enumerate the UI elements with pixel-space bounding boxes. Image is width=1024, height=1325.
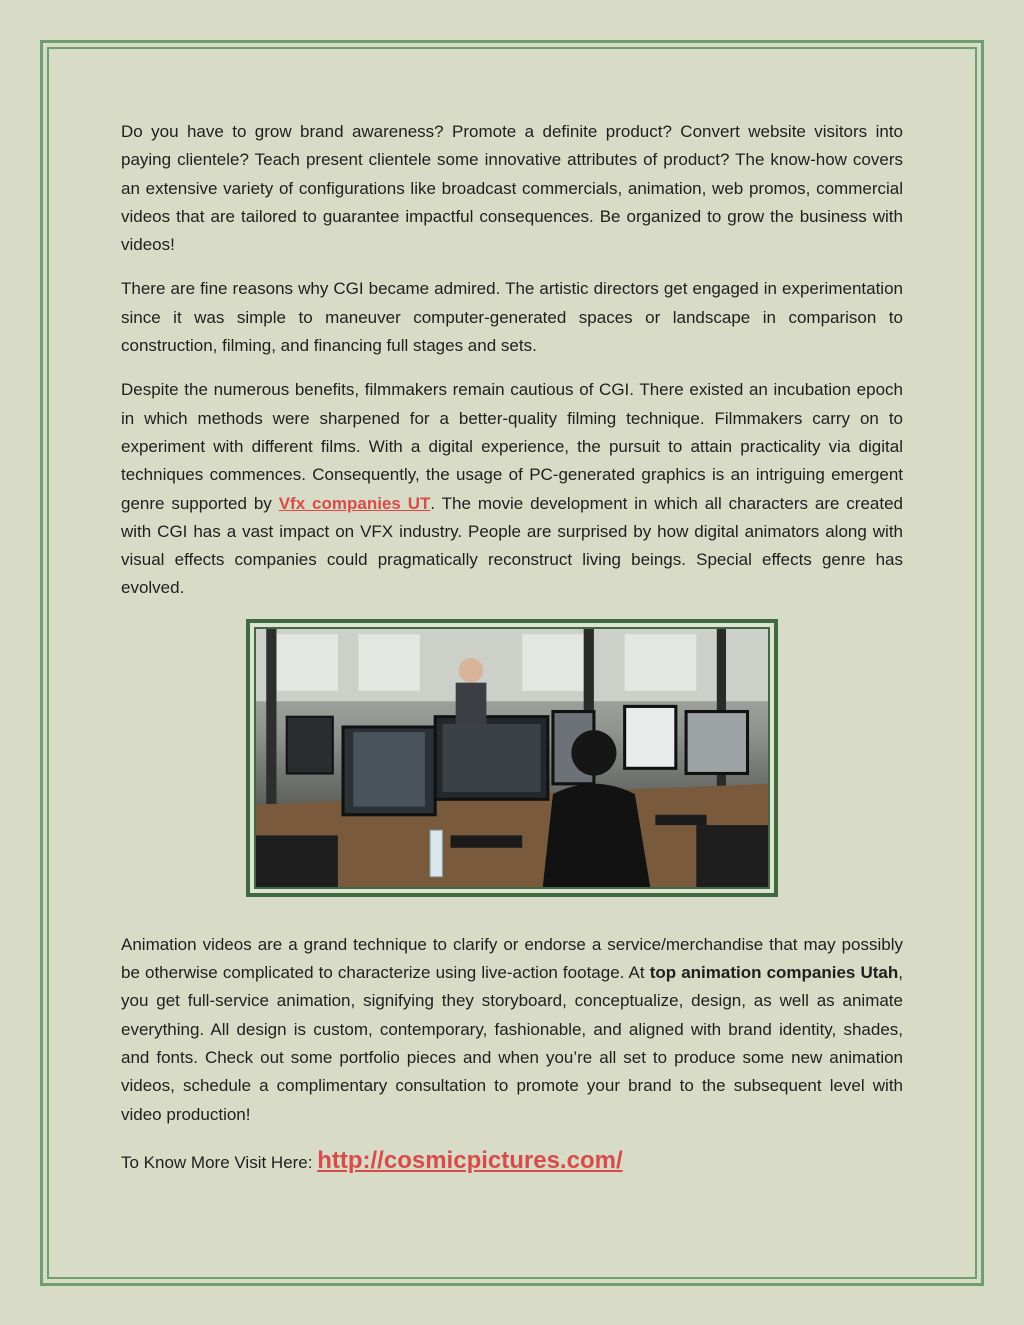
paragraph-4-text-a: Animation videos are a grand technique to clarify or endorse a service/merchandise that may possibly be otherwise complicated to characterize using live-action footage. At <box>121 934 903 983</box>
paragraph-3 <box>121 376 903 602</box>
visit-label: To Know More Visit Here: <box>121 1152 318 1172</box>
photo-frame <box>246 619 778 897</box>
paragraph-3-text-b: . The movie development in which all characters are created with CGI has a vast impact on VFX industry. People are surprised by how digital animators along with visual effects companies could pragmatically reconstruct living beings. Special effects genre has evolved. <box>121 493 904 598</box>
paragraph-2: There are fine reasons why CGI became admired. The artistic directors get engaged in experimentation since it was simple to maneuver computer-generated spaces or landscape in comparison to construction, filming, and financing full stages and sets. <box>121 279 903 356</box>
top-animation-companies-utah: top animation companies Utah <box>649 963 899 983</box>
paragraph-1: Do you have to grow brand awareness? Promote a definite product? Convert website visitors into paying clientele? Teach present clientele some innovative attributes of product? The know-how covers an extensive variety of configurations like broadcast commercials, animation, web promos, commercial videos that are tailored to guarantee impactful consequences. Be organized to grow the business with videos! <box>121 122 903 255</box>
vfx-studio-illustration <box>256 629 768 887</box>
document-body <box>121 118 903 1179</box>
paragraph-3-text-a: Despite the numerous benefits, filmmakers remain cautious of CGI. There existed an incubation epoch in which methods were sharpened for a better-quality filming technique. Filmmakers carry on to experiment with different films. With a digital experience, the pursuit to attain practicality via digital techniques commences. Consequently, the usage of PC-generated graphics is an intriguing emergent genre supported by <box>121 380 903 513</box>
visit-line <box>121 1145 903 1179</box>
cosmicpictures-link[interactable]: http://cosmicpictures.com/ <box>317 1146 623 1174</box>
paragraph-4-text-b: , you get full-service animation, signifying they storyboard, conceptualize, design, as well as animate everything. All design is custom, contemporary, fashionable, and aligned with brand identity, shades, and fonts. Check out some portfolio pieces and when you’re all set to produce some new animation videos, schedule a complimentary consultation to promote your brand to the subsequent level with video production! <box>121 963 903 1124</box>
vfx-companies-link[interactable]: Vfx companies UT <box>278 493 431 513</box>
paragraph-4 <box>121 931 903 1129</box>
vfx-studio-photo <box>254 627 770 889</box>
